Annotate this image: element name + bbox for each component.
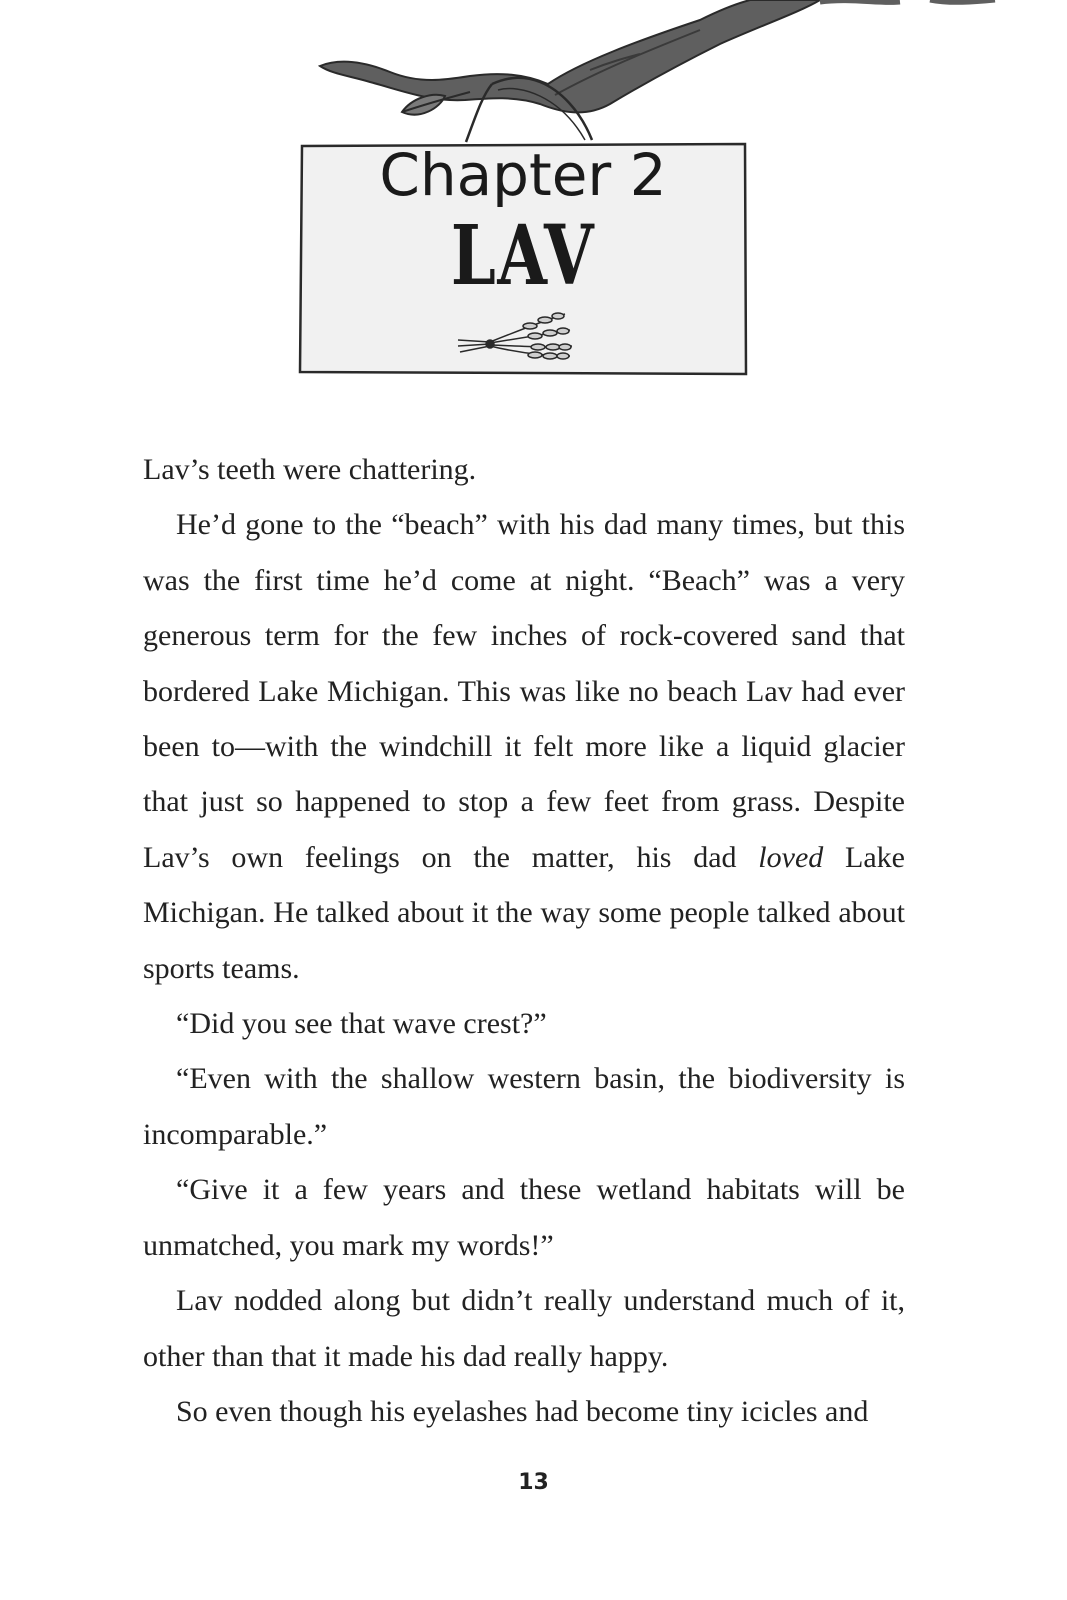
tree-branch-icon	[320, 0, 995, 112]
chapter-body	[143, 442, 905, 1439]
chapter-title: LAV	[450, 208, 596, 304]
emphasis-text: loved	[758, 840, 824, 874]
paragraph: “Did you see that wave crest?”	[176, 1007, 547, 1041]
chapter-number: Chapter 2	[379, 141, 667, 209]
paragraph-text: Lake Michigan. He talked about it the way some people talked about sports teams.	[143, 840, 905, 985]
paragraph: “Even with the shallow western basin, the biodiversity is incomparable.”	[143, 1062, 905, 1151]
paragraph-text: He’d gone to the “beach” with his dad many times, but this was the first time he’d come at night. “Beach” was a very generous term for the few inches of rock-covered sand that bordered Lake Michigan. This was like no beach Lav had ever been to—with the windchill it felt more like a liquid glacier that just so happened to stop a few feet from grass. Despite Lav’s own feelings on the matter, his dad	[143, 508, 905, 874]
paragraph: “Give it a few years and these wetland habitats will be unmatched, you mark my words!”	[143, 1173, 905, 1262]
paragraph: So even though his eyelashes had become tiny icicles and	[176, 1394, 869, 1428]
paragraph	[143, 497, 905, 996]
paragraph: Lav nodded along but didn’t really understand much of it, other than that it made his dad really happy.	[143, 1284, 905, 1373]
leaf-icon	[402, 92, 470, 115]
paragraph: Lav’s teeth were chattering.	[143, 453, 477, 486]
page-number: 13	[518, 1470, 549, 1495]
